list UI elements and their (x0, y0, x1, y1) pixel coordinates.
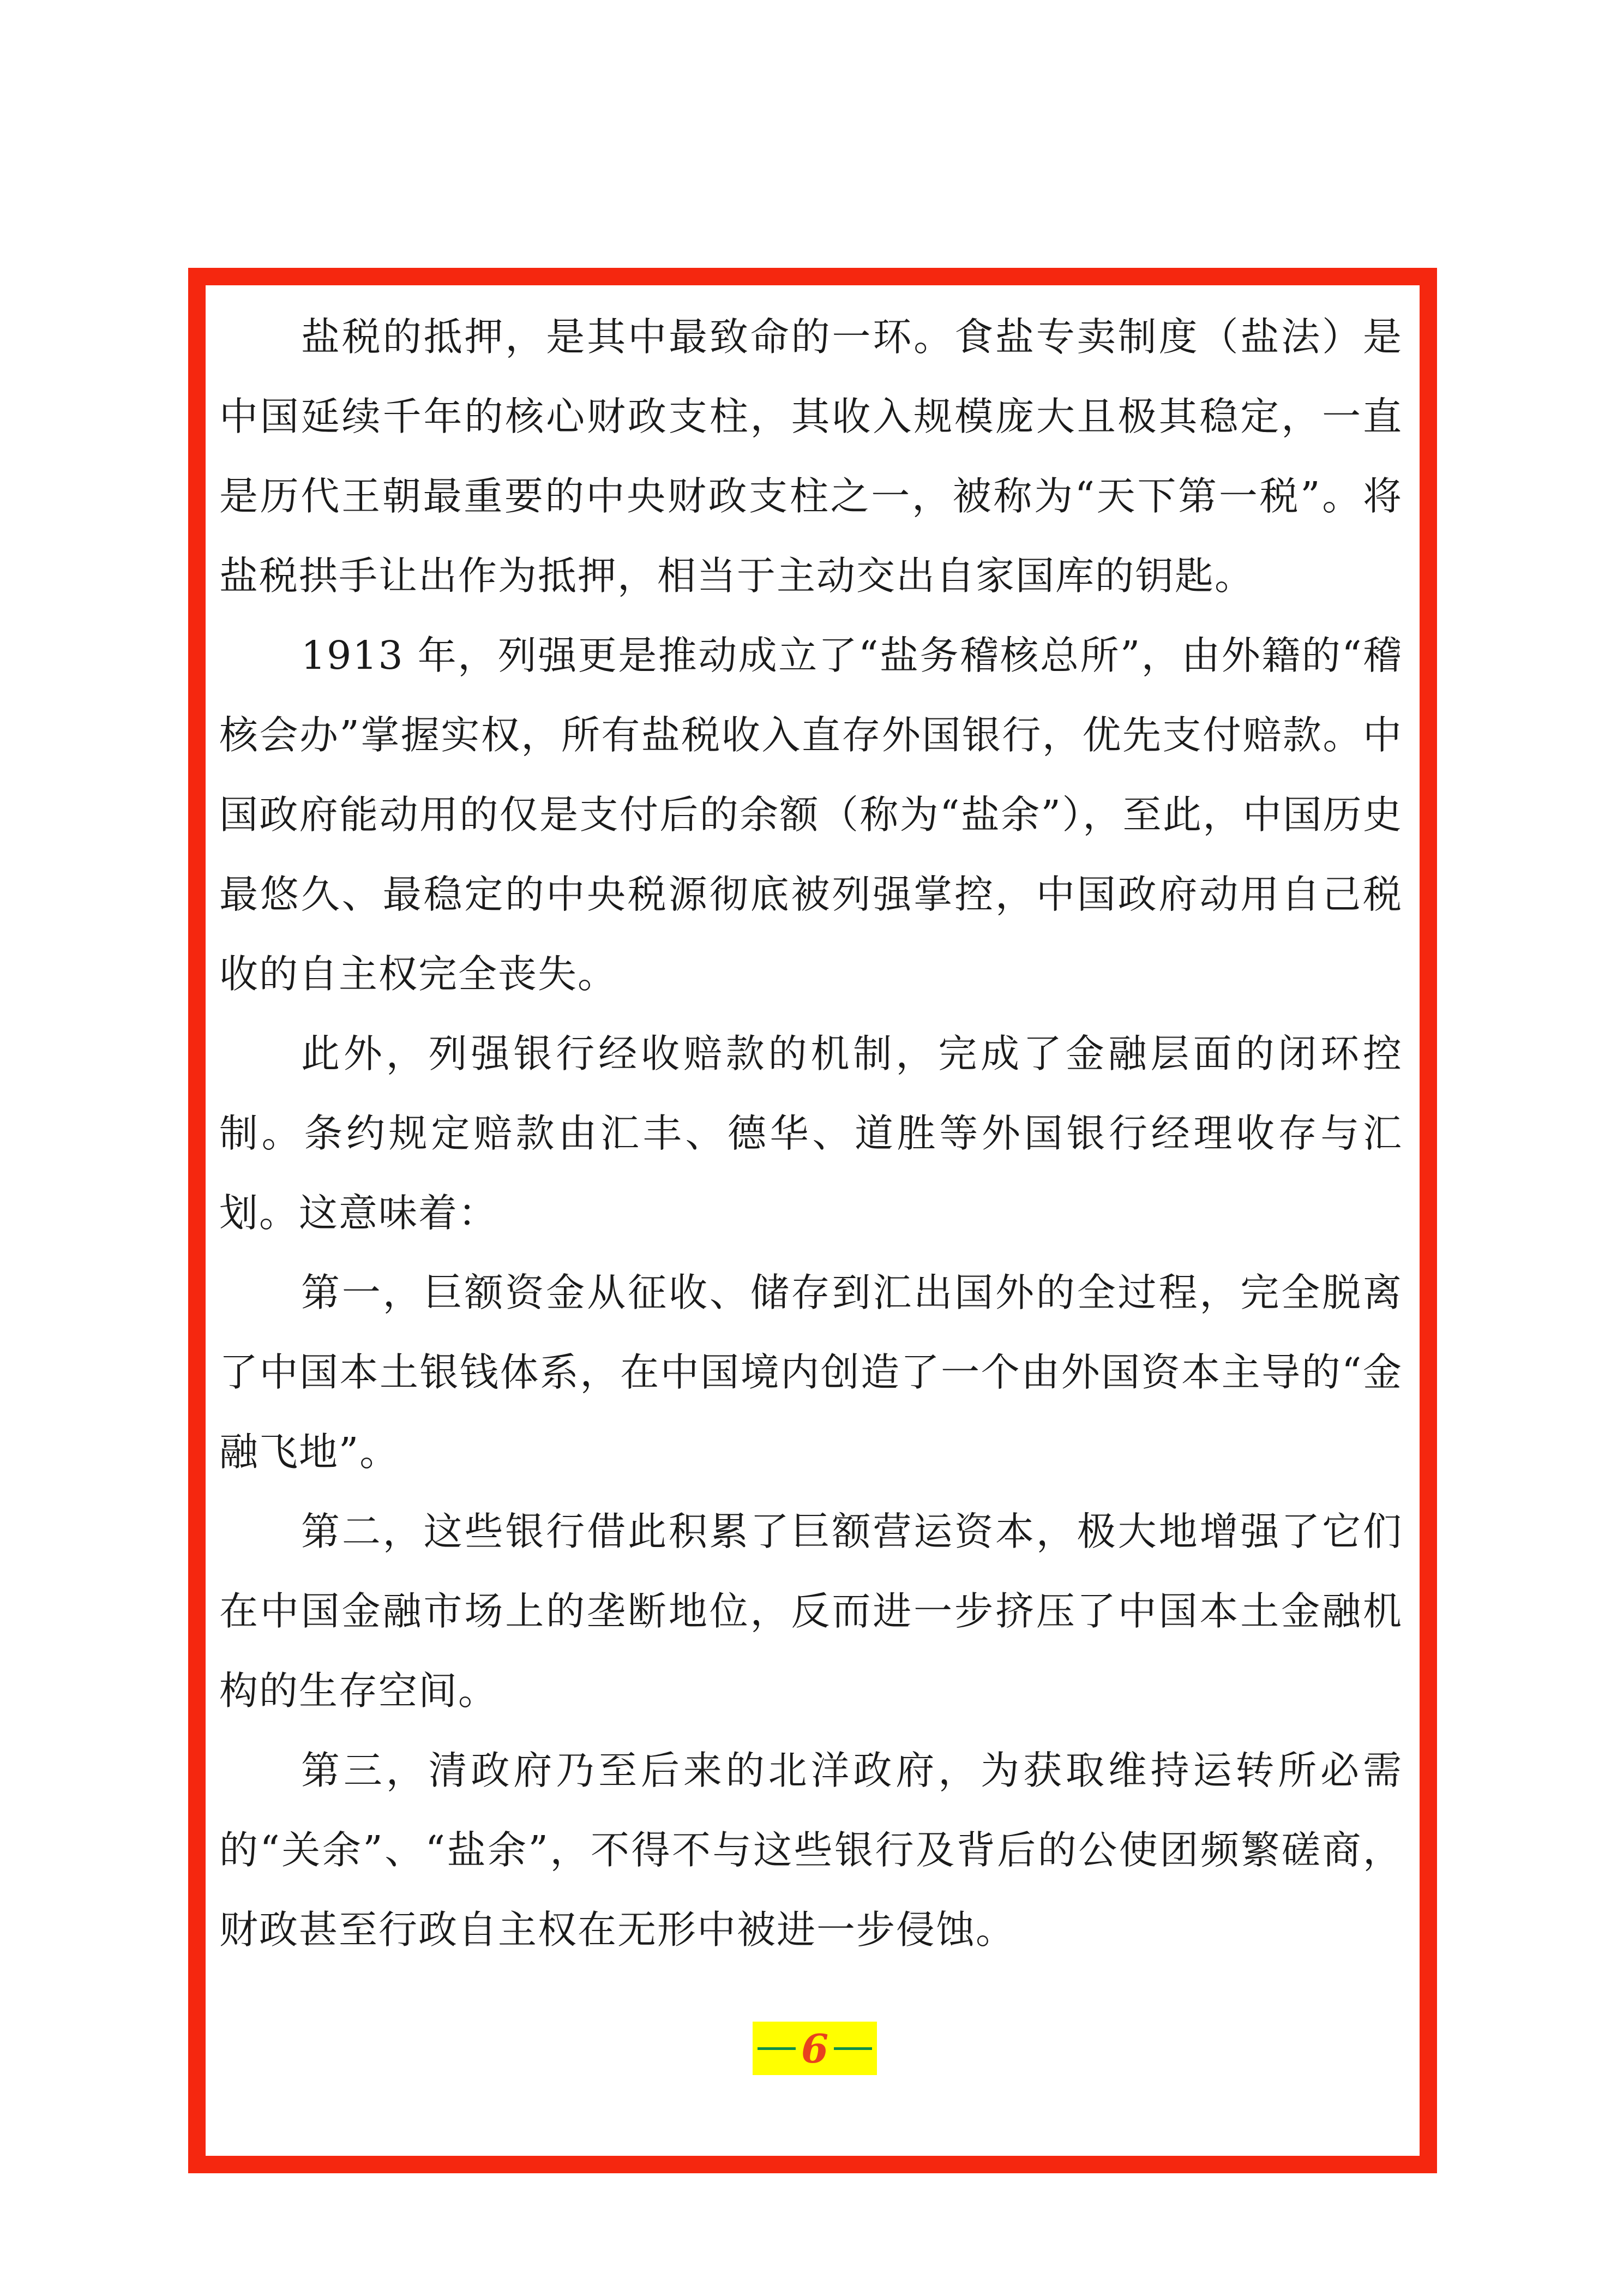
paragraph-salt-tax-mortgage: 盐税的抵押，是其中最致命的一环。食盐专卖制度（盐法）是中国延续千年的核心财政支柱，其收入规模庞大且极其稳定，一直是历代王朝最重要的中央财政支柱之一，被称为“天下第一税”。将盐税拱手让出作为抵押，相当于主动交出自家国库的钥匙。 (219, 314, 1403, 598)
paragraph-point-two: 第二，这些银行借此积累了巨额营运资本，极大地增强了它们在中国金融市场上的垄断地位，反而进一步挤压了中国本土金融机构的生存空间。 (219, 1509, 1403, 1713)
page-number: 6 (801, 2025, 829, 2072)
paragraph-point-one: 第一，巨额资金从征收、储存到汇出国外的全过程，完全脱离了中国本土银钱体系，在中国境内创造了一个由外国资本主导的“金融飞地”。 (219, 1270, 1403, 1474)
page-number-badge (753, 2022, 877, 2075)
page-number-left-dash (758, 2047, 796, 2050)
paragraph-salt-inspectorate-1913: 1913 年，列强更是推动成立了“盐务稽核总所”，由外籍的“稽核会办”掌握实权，所有盐税收入直存外国银行，优先支付赔款。中国政府能动用的仅是支付后的余额（称为“盐余”），至此，中国历史最悠久、最稳定的中央税源彻底被列强掌控，中国政府动用自己税收的自主权完全丧失。 (219, 633, 1403, 997)
page-number-right-dash (834, 2047, 872, 2050)
paragraph-point-three: 第三，清政府乃至后来的北洋政府，为获取维持运转所必需的“关余”、“盐余”，不得不与这些银行及背后的公使团频繁磋商，财政甚至行政自主权在无形中被进一步侵蚀。 (219, 1748, 1403, 1952)
document-body (219, 297, 1403, 1970)
paragraph-foreign-banks: 此外，列强银行经收赔款的机制，完成了金融层面的闭环控制。条约规定赔款由汇丰、德华、道胜等外国银行经理收存与汇划。这意味着： (219, 1031, 1403, 1236)
